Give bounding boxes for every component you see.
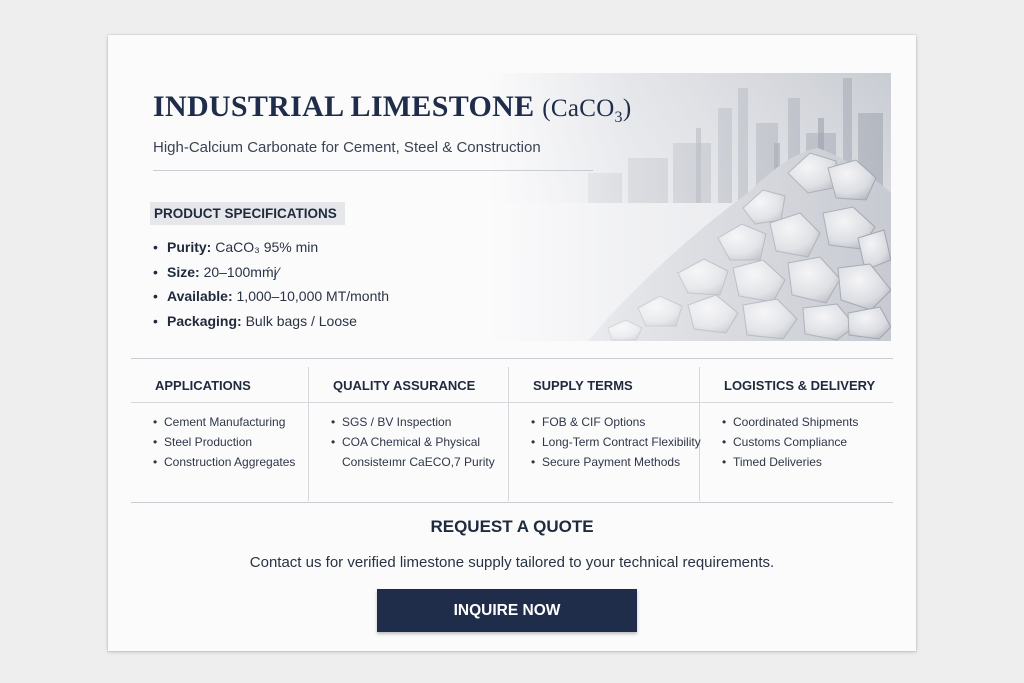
column-applications xyxy=(131,367,309,501)
spec-item-purity: • Purity: CaCO₃ 95% min xyxy=(153,239,389,264)
specs-list xyxy=(153,239,389,337)
list-item: • Construction Aggregates xyxy=(153,455,308,475)
spec-item-packaging: • Packaging: Bulk bags / Loose xyxy=(153,313,389,338)
title-formula xyxy=(542,95,632,126)
list-item: • Timed Deliveries xyxy=(722,455,893,475)
column-heading: SUPPLY TERMS xyxy=(509,367,699,403)
column-list xyxy=(700,403,893,475)
column-quality-assurance xyxy=(309,367,509,501)
list-item: • Secure Payment Methods xyxy=(531,455,699,475)
list-item: • Cement Manufacturing xyxy=(153,415,308,435)
list-item: Consisteımr CaECO,7 Purity xyxy=(342,455,495,469)
formula-prefix: (CaCO xyxy=(542,95,615,122)
header-divider xyxy=(153,170,593,171)
quote-text: Contact us for verified limestone supply tailored to your technical requirements. xyxy=(249,554,775,571)
column-list xyxy=(131,403,308,475)
specs-heading: PRODUCT SPECIFICATIONS xyxy=(150,202,345,225)
section-divider xyxy=(131,502,893,503)
column-supply-terms xyxy=(509,367,700,501)
spec-item-size: • Size: 20–100mḿj⁄ xyxy=(153,264,389,289)
column-list xyxy=(509,403,699,475)
formula-subscript: 3 xyxy=(614,109,623,126)
column-heading: QUALITY ASSURANCE xyxy=(309,367,508,403)
page-title xyxy=(153,90,632,127)
list-item: • Steel Production xyxy=(153,435,308,455)
quote-heading: REQUEST A QUOTE xyxy=(430,517,594,536)
formula-suffix: ) xyxy=(622,95,632,122)
page-subtitle: High-Calcium Carbonate for Cement, Steel & Construction xyxy=(153,139,541,156)
list-item: • FOB & CIF Options xyxy=(531,415,699,435)
spec-item-available: • Available: 1,000–10,000 MT/month xyxy=(153,288,389,313)
inquire-now-button[interactable]: INQUIRE NOW xyxy=(377,589,637,632)
list-item: • SGS / BV Inspection xyxy=(331,415,508,435)
column-heading: APPLICATIONS xyxy=(131,367,308,403)
info-columns xyxy=(131,367,893,501)
title-text: INDUSTRIAL LIMESTONE xyxy=(153,90,535,123)
list-item: • Coordinated Shipments xyxy=(722,415,893,435)
column-list xyxy=(309,403,508,475)
list-item: • Long-Term Contract Flexibility xyxy=(531,435,699,455)
column-logistics-delivery xyxy=(700,367,893,501)
list-item: • COA Chemical & Physical xyxy=(331,435,508,455)
section-divider xyxy=(131,358,893,359)
product-card xyxy=(108,35,916,651)
list-item: • Customs Compliance xyxy=(722,435,893,455)
column-heading: LOGISTICS & DELIVERY xyxy=(700,367,893,403)
